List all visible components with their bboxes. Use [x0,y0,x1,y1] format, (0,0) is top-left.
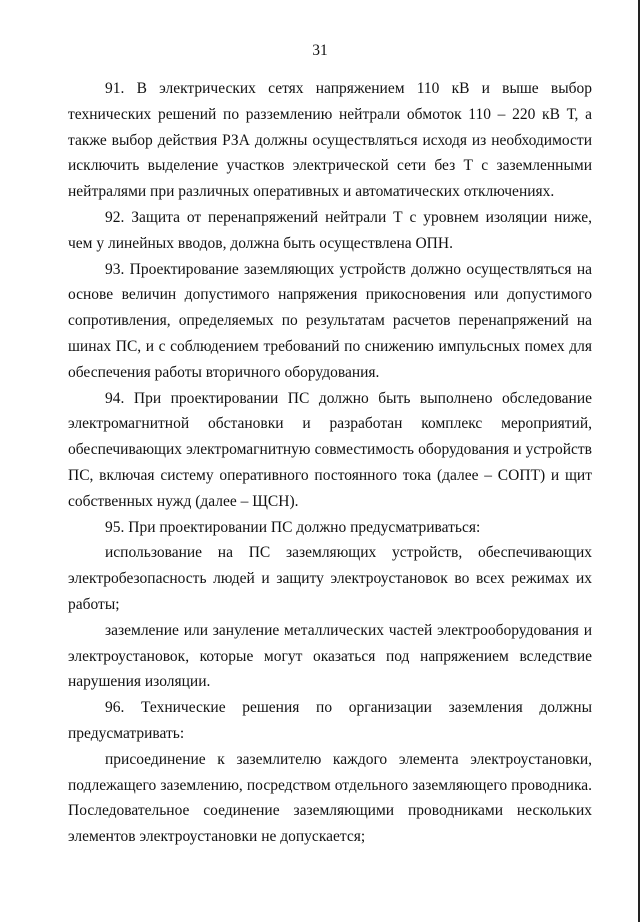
paragraph-95-item-earthing: заземление или зануление металлических частей электрооборудования и электроустановок, которые могут оказаться под напряжением вследствие нарушения изоляции. [68,621,592,691]
paragraph-92: 92. Защита от перенапряжений нейтрали Т с уровнем изоляции ниже, чем у линейных вводов, должна быть осуществлена ОПН. [68,208,592,252]
paragraph-95-item-grounding-devices: использование на ПС заземляющих устройств, обеспечивающих электробезопасность людей и защиту электроустановок во всех режимах их работы; [68,544,592,613]
paragraph-94: 94. При проектировании ПС должно быть выполнено обследование электромагнитной обстановки и разработан комплекс мероприятий, обеспечивающих электромагнитную совместимость оборудования и устройств ПС, включая систему оперативного постоянного тока (далее – СОПТ) и щит собственных нужд (далее – ЩСН). [68,389,592,510]
page-number: 31 [312,42,328,59]
paragraph-91: 91. В электрических сетях напряжением 110 кВ и выше выбор технических решений по разземлению нейтрали обмоток 110 – 220 кВ Т, а также выбор действия РЗА должны осуществляться исходя из необходимости исключить выделение участков электрической сети без Т с заземленными нейтралями при различных оперативных и автоматических отключениях. [68,80,592,201]
document-body [68,76,592,850]
paragraph-93: 93. Проектирование заземляющих устройств должно осуществляться на основе величин допустимого напряжения прикосновения или допустимого сопротивления, определяемых по результатам расчетов перенапряжений на шинах ПС, и с соблюдением требований по снижению импульсных помех для обеспечения работы вторичного оборудования. [68,260,592,381]
paragraph-95: 95. При проектировании ПС должно предусматриваться: [105,518,481,536]
paragraph-96: 96. Технические решения по организации заземления должны предусматривать: [68,699,592,742]
paragraph-96-item-connection: присоединение к заземлителю каждого элемента электроустановки, подлежащего заземлению, посредством отдельного заземляющего проводника. Последовательное соединение заземляющими проводниками нескольких элементов электроустановки не допускается; [68,750,592,846]
